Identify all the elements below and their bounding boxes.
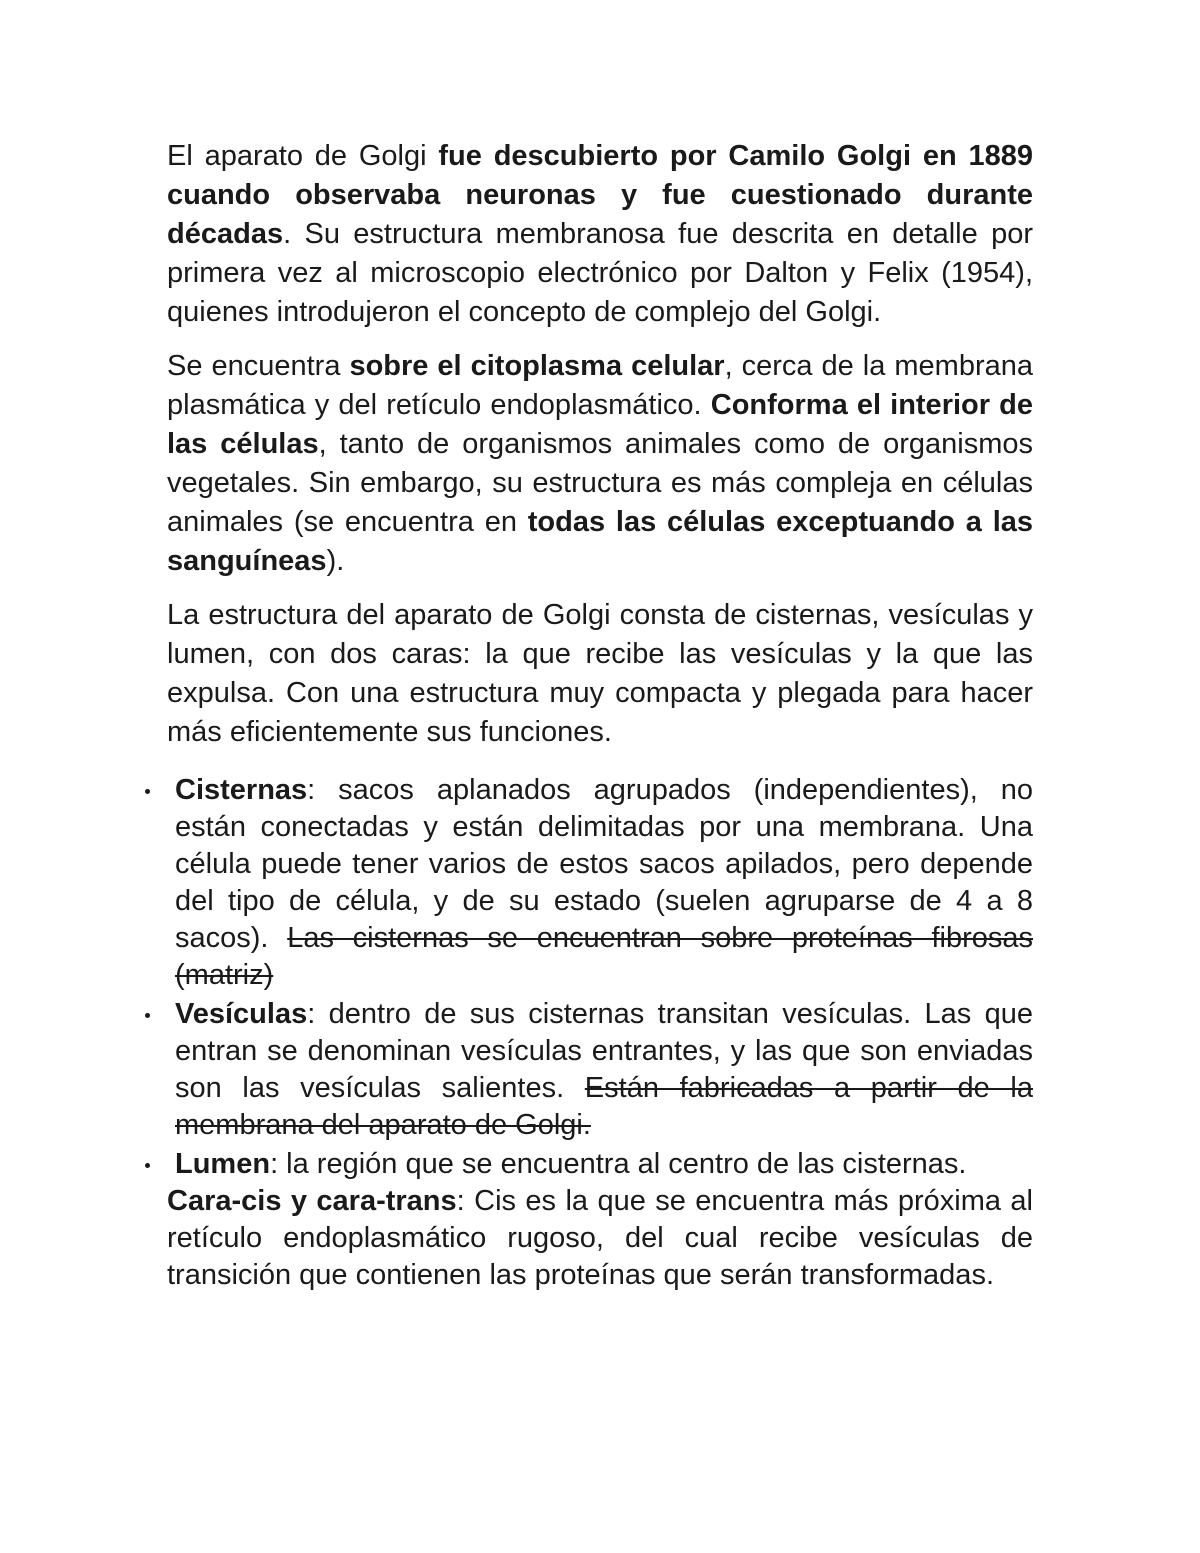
text-run: , tanto de organismos animales como de organismos vegetales. Sin embargo, su estructura es más compleja en células animales (se encuentra en: [167, 428, 1033, 538]
text-run: El aparato de Golgi: [167, 140, 439, 172]
paragraph-location: [167, 347, 1033, 581]
text-run: , cerca de la membrana plasmática y del retículo endoplasmático.: [167, 350, 1033, 421]
bullet-text: : dentro de sus cisternas transitan vesículas. Las que entran se denominan vesículas entrantes, y las que son enviadas son las vesículas salientes.: [175, 998, 1033, 1104]
bullet-text: : sacos aplanados agrupados (independientes), no están conectadas y están delimitadas por una membrana. Una célula puede tener varios de estos sacos apilados, pero depende del tipo de célula, y de su estado (suelen agruparse de 4 a 8 sacos).: [175, 774, 1033, 954]
struck-text: Las cisternas se encuentran sobre proteínas fibrosas (matriz): [175, 922, 1033, 991]
bullet-text: : la región que se encuentra al centro de las cisternas.: [270, 1148, 967, 1180]
list-item: [167, 772, 1033, 994]
text-run: Se encuentra: [167, 350, 350, 382]
bold-run: Cara-cis y cara-trans: [167, 1185, 457, 1217]
bullet-list: [167, 772, 1033, 1183]
struck-text: Están fabricadas a partir de la membrana del aparato de Golgi.: [175, 1072, 1033, 1141]
text-run: . Su estructura membranosa fue descrita en detalle por primera vez al microscopio electrónico por Dalton y Felix (1954), quienes introdujeron el concepto de complejo del Golgi.: [167, 218, 1033, 328]
paragraph-faces: [167, 1183, 1033, 1294]
list-item: [167, 1146, 1033, 1183]
bold-run: Conforma el interior de las células: [167, 389, 1034, 460]
list-item: [167, 996, 1033, 1144]
bold-run: todas las células exceptuando a las sanguíneas: [167, 506, 1034, 577]
paragraph-intro: [167, 137, 1033, 332]
bullet-term: Lumen: [175, 1148, 271, 1180]
text-run: : Cis es la que se encuentra más próxima al retículo endoplasmático rugoso, del cual recibe vesículas de transición que contienen las proteínas que serán transformadas.: [167, 1185, 1033, 1291]
bullet-term: Vesículas: [175, 998, 308, 1030]
bold-run: fue descubierto por Camilo Golgi en 1889 cuando observaba neuronas y fue cuestionado durante décadas: [167, 140, 1034, 250]
bold-run: sobre el citoplasma celular: [349, 350, 725, 382]
text-run: La estructura del aparato de Golgi consta de cisternas, vesículas y lumen, con dos caras: la que recibe las vesículas y la que las expulsa. Con una estructura muy compacta y plegada para hacer más eficientemente sus funciones.: [167, 599, 1033, 748]
document-page: [167, 137, 1033, 1294]
text-run: ).: [326, 545, 345, 577]
paragraph-structure: [167, 596, 1033, 752]
bullet-term: Cisternas: [175, 774, 308, 806]
